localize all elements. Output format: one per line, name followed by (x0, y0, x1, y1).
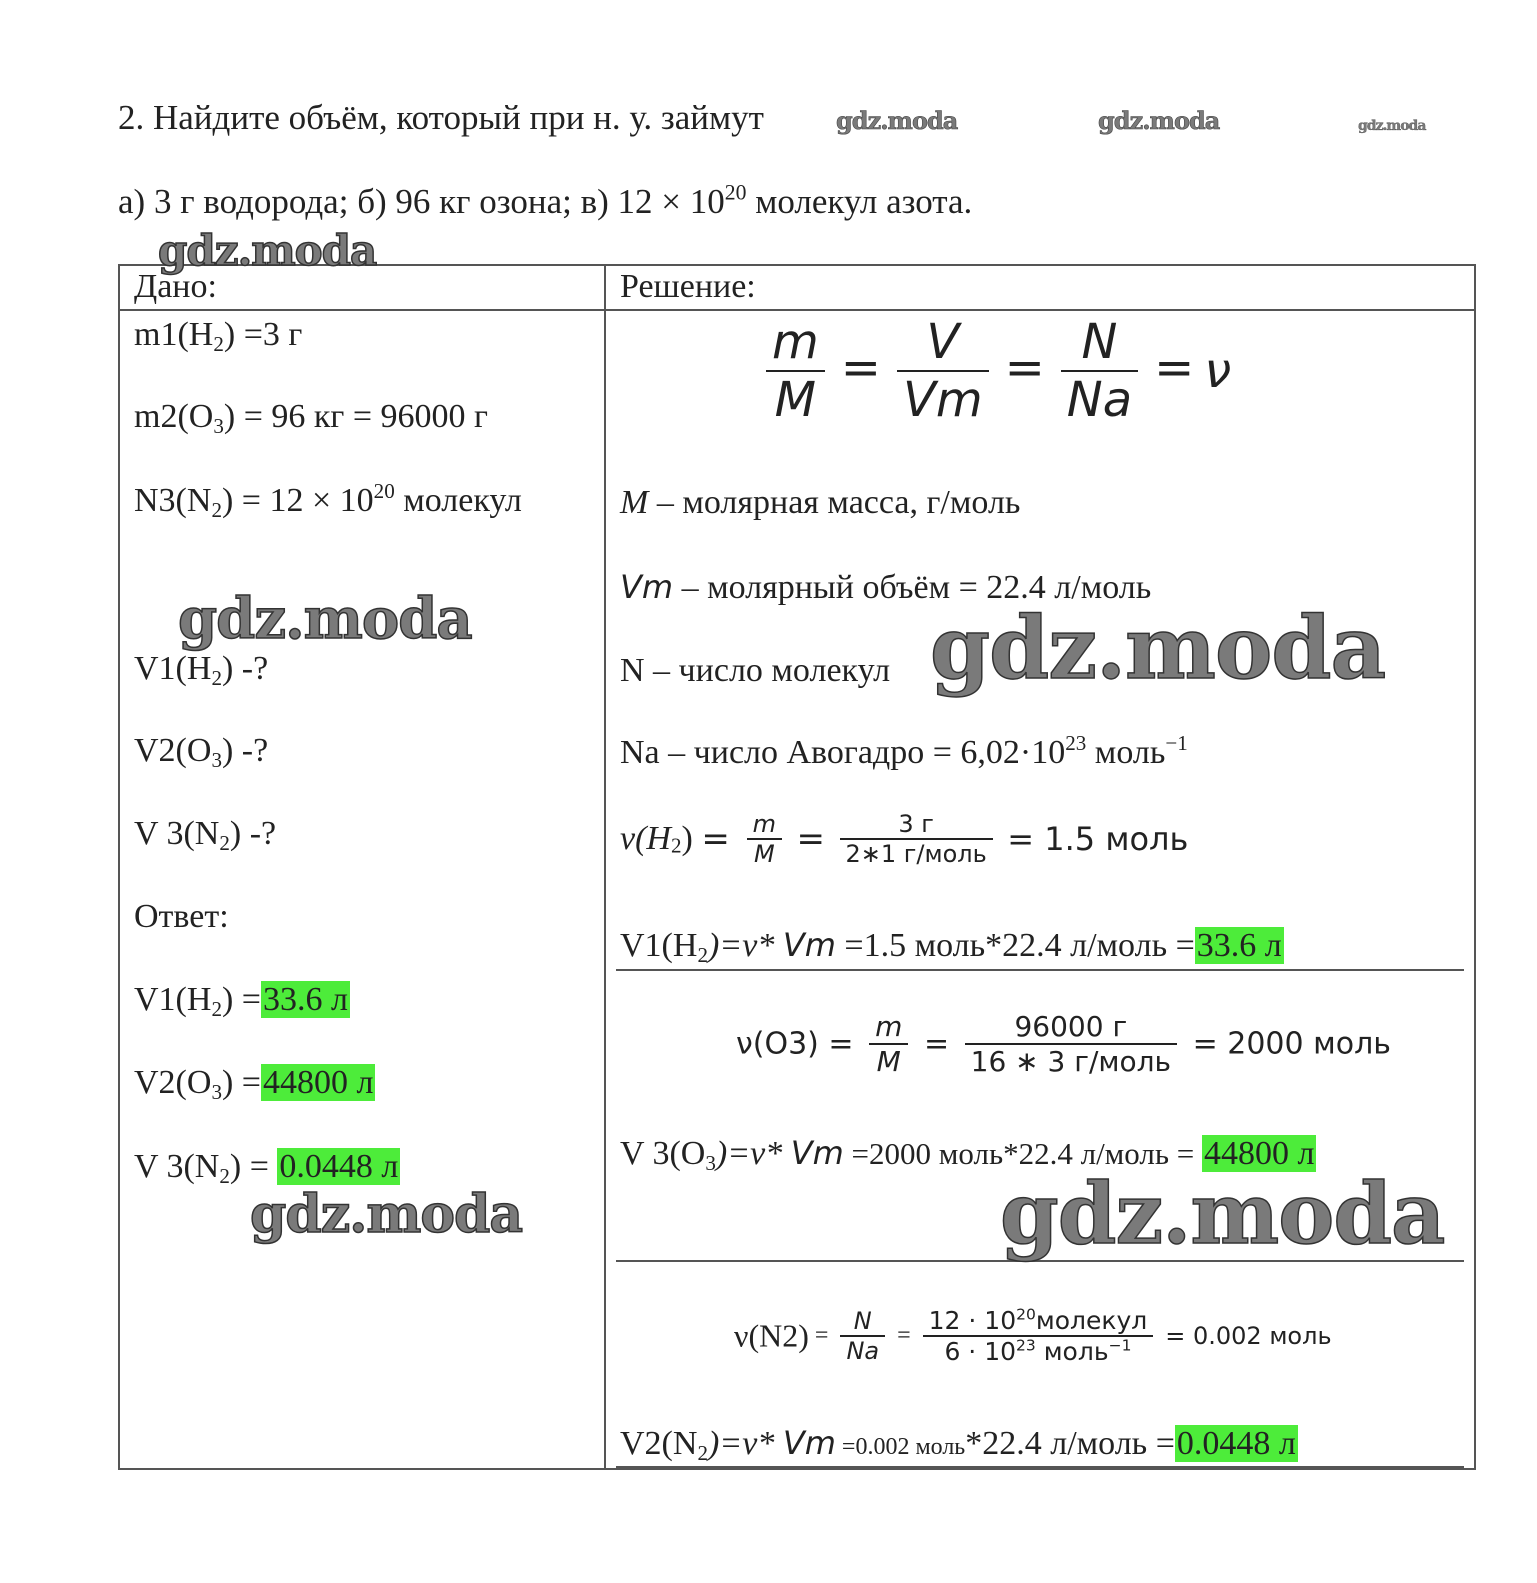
answer-v1: $V1(H_2) =33.6$ л (134, 981, 348, 1021)
header-divider (118, 309, 1476, 311)
frac-m-M: $\frac{m}{M}$ (766, 314, 825, 428)
calc2-volume: V $3(O_3)=\nu*$ Vm =2000 моль*22.4 л/моль = 44800 л (620, 1134, 1315, 1175)
task-line-1: 2. Найдите объём, который при н. у. займут (118, 98, 764, 137)
task-line-2: а) 3 г водорода; б) 96 кг озона; в) $12 \times 10^{20}$ молекул азота. (118, 180, 973, 221)
calc3-equation: ν(N2) = $\frac{N}{Na}$ = $\frac{12 \cdot 10^{20}молекул}{6 \cdot 10^{23} моль^{-1}}$ = 0.002 моль (734, 1305, 1332, 1366)
frac-N-Na: $\frac{N}{Na}$ (1061, 314, 1138, 428)
def-Vm: Vm – молярный объём = 22.4 л/моль (620, 568, 1152, 606)
answer-v1-highlight: 33.6 л (262, 981, 348, 1018)
calc2-equation: ν(O3) = $\frac{m}{M}$ = $\frac{96000 г}{\text{16 ∗ 3 г/моль}}$ = 2000 моль (736, 1010, 1391, 1078)
watermark-logo: gdz.moda (158, 226, 377, 275)
calc-divider-3 (616, 1466, 1464, 1468)
calc1-volume: $V1(H_2)=\nu*$ Vm =1.5 моль*22.4 л/моль =33.6 л (620, 926, 1282, 967)
given-header: Дано: (134, 268, 217, 305)
watermark-logo: gdz.moda (836, 106, 958, 135)
def-Na: Na – число Авогадро = $6,02\cdot 10^{23}$ моль$^{-1}$ (620, 730, 1188, 771)
watermark-logo: gdz.moda (250, 1184, 523, 1245)
calc1-answer-highlight: 33.6 л (1196, 927, 1282, 964)
given-n3: $N3(N_2) = 12 \times 10^{20}$ молекул (134, 478, 522, 522)
question-v1: $V1(H_2)$ -? (134, 650, 269, 690)
answer-v3-highlight: 0.0448 л (279, 1148, 399, 1185)
watermark-logo: gdz.moda (178, 586, 472, 652)
frac-V-Vm: $\frac{V}{Vm}$ (897, 314, 989, 428)
given-m2: $m2(O_3) = 96$ кг = 96000 г (134, 398, 488, 438)
nu-symbol: ν (1204, 343, 1232, 399)
calc1-equation: $\nu(H_2)$ = $\frac{m}{M}$ = $\frac{3 г}{\text{2∗1 г/моль}}$ = 1.5 моль (620, 810, 1189, 868)
answer-label: Ответ: (134, 898, 229, 935)
calc3-volume: $V2(N_2)=\nu*$ Vm =0.002 моль*22.4 л/моль =0.0448 л (620, 1424, 1296, 1465)
column-divider (604, 264, 606, 1470)
calc-divider-1 (616, 969, 1464, 971)
given-m1: $m1(H_2) =3$ г (134, 316, 303, 356)
answer-v3: V $3(N_2) = 0.0448$ л (134, 1148, 399, 1188)
solution-header: Решение: (620, 268, 756, 305)
def-M: M – молярная масса, г/моль (620, 484, 1021, 521)
calc2-answer-highlight: 44800 л (1203, 1135, 1315, 1172)
calc3-answer-highlight: 0.0448 л (1176, 1425, 1296, 1462)
main-formula: $\frac{m}{M}$ = $\frac{V}{Vm}$ = $\frac{N}{Na}$ = ν (760, 314, 1231, 428)
watermark-logo: gdz.moda (1000, 1164, 1445, 1263)
watermark-logo: gdz.moda (1358, 118, 1426, 134)
watermark-logo: gdz.moda (930, 598, 1386, 699)
question-v3: V $3(N_2)$ -? (134, 815, 277, 855)
answer-v2-highlight: 44800 л (262, 1064, 374, 1101)
watermark-logo: gdz.moda (1098, 106, 1220, 135)
question-v2: $V2(O_3)$ -? (134, 732, 269, 772)
def-N: N – число молекул (620, 652, 891, 689)
answer-v2: $V2(O_3) =44800$ л (134, 1064, 374, 1104)
